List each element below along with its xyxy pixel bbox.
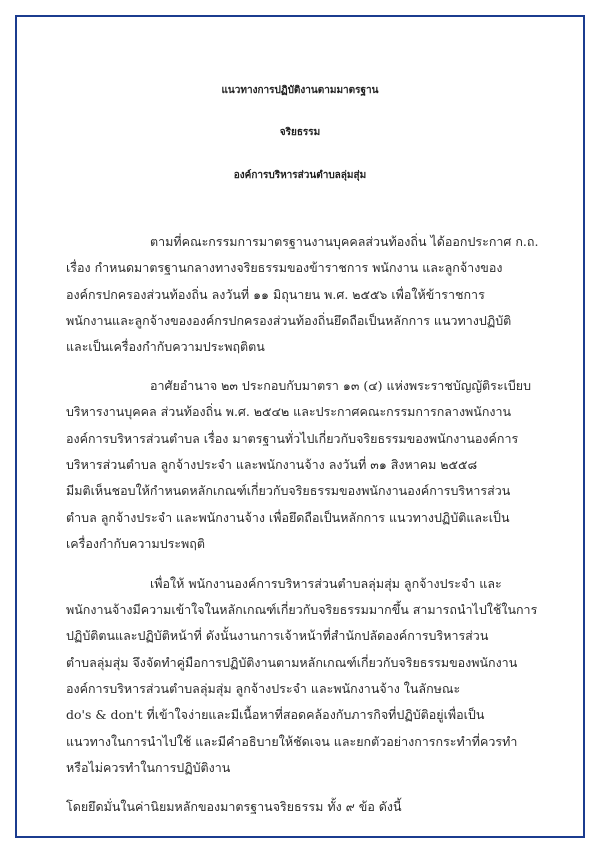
title-line-2: จริยธรรม: [279, 127, 321, 138]
paragraph-2-line: เครื่องกำกับความประพฤติ: [66, 536, 205, 551]
paragraph-3-line: องค์การบริหารส่วนตำบลลุ่มสุ่ม ลูกจ้างประจำ และพนักงานจ้าง ในลักษณะ: [66, 681, 461, 696]
paragraph-3-line: แนวทางในการนำไปใช้ และมีคำอธิบายให้ชัดเจน และยกตัวอย่างการกระทำที่ควรทำ: [66, 734, 518, 749]
paragraph-3-line: เพื่อให้ พนักงานองค์การบริหารส่วนตำบลลุ่มสุ่ม ลูกจ้างประจำ และ: [150, 576, 502, 591]
paragraph-2-line: บริหารงานบุคคล ส่วนท้องถิ่น พ.ศ. ๒๕๔๒ และประกาศคณะกรรมการกลางพนักงาน: [66, 404, 512, 419]
paragraph-2-line: ตำบล ลูกจ้างประจำ และพนักงานจ้าง เพื่อยึดถือเป็นหลักการ แนวทางปฏิบัติและเป็น: [66, 510, 510, 525]
paragraph-3-line: หรือไม่ควรทำในการปฏิบัติงาน: [66, 760, 231, 775]
paragraph-1-line: องค์กรปกครองส่วนท้องถิ่น ลงวันที่ ๑๑ มิถุนายน พ.ศ. ๒๕๕๖ เพื่อให้ข้าราชการ: [66, 287, 485, 302]
closing-line: โดยยึดมั่นในค่านิยมหลักของมาตรฐานจริยธรรม ทั้ง ๙ ข้อ ดังนี้: [66, 799, 402, 814]
paragraph-3-line: พนักงานจ้างมีความเข้าใจในหลักเกณฑ์เกี่ยวกับจริยธรรมมากขึ้น สามารถนำไปใช้ในการ: [66, 602, 538, 617]
paragraph-2-line: อาศัยอำนาจ ๒๓ ประกอบกับมาตรา ๑๓ (๔) แห่งพระราชบัญญัติระเบียบ: [150, 378, 532, 393]
title-line-3: องค์การบริหารส่วนตำบลลุ่มสุ่ม: [233, 170, 367, 181]
paragraph-2-line: องค์การบริหารส่วนตำบล เรื่อง มาตรฐานทั่วไปเกี่ยวกับจริยธรรมของพนักงานองค์การ: [66, 431, 519, 446]
paragraph-1-line: ตามที่คณะกรรมการมาตรฐานงานบุคคลส่วนท้องถิ่น ได้ออกประกาศ ก.ถ.: [150, 234, 539, 249]
paragraph-2-line: มีมติเห็นชอบให้กำหนดหลักเกณฑ์เกี่ยวกับจริยธรรมของพนักงานองค์การบริหารส่วน: [66, 483, 511, 498]
paragraph-3-line: ตำบลลุ่มสุ่ม จึงจัดทำคู่มือการปฏิบัติงานตามหลักเกณฑ์เกี่ยวกับจริยธรรมของพนักงาน: [66, 655, 518, 670]
paragraph-1-line: และเป็นเครื่องกำกับความประพฤติตน: [66, 339, 265, 354]
paragraph-1-line: เรื่อง กำหนดมาตรฐานกลางทางจริยธรรมของข้าราชการ พนักงาน และลูกจ้างของ: [66, 260, 503, 275]
paragraph-3-line: ปฏิบัติตนและปฏิบัติหน้าที่ ดังนั้นงานการเจ้าหน้าที่สำนักปลัดองค์การบริหารส่วน: [66, 628, 489, 643]
title-line-1: แนวทางการปฏิบัติงานตามมาตรฐาน: [221, 85, 379, 96]
paragraph-2-line: บริหารส่วนตำบล ลูกจ้างประจำ และพนักงานจ้าง ลงวันที่ ๓๑ สิงหาคม ๒๕๕๘: [66, 457, 478, 472]
paragraph-1-line: พนักงานและลูกจ้างขององค์กรปกครองส่วนท้องถิ่นยึดถือเป็นหลักการ แนวทางปฏิบัติ: [66, 313, 512, 328]
paragraph-3-line: do's & don't ที่เข้าใจง่ายและมีเนื้อหาที่สอดคล้องกับภารกิจที่ปฏิบัติอยู่เพื่อเป็น: [66, 707, 485, 722]
